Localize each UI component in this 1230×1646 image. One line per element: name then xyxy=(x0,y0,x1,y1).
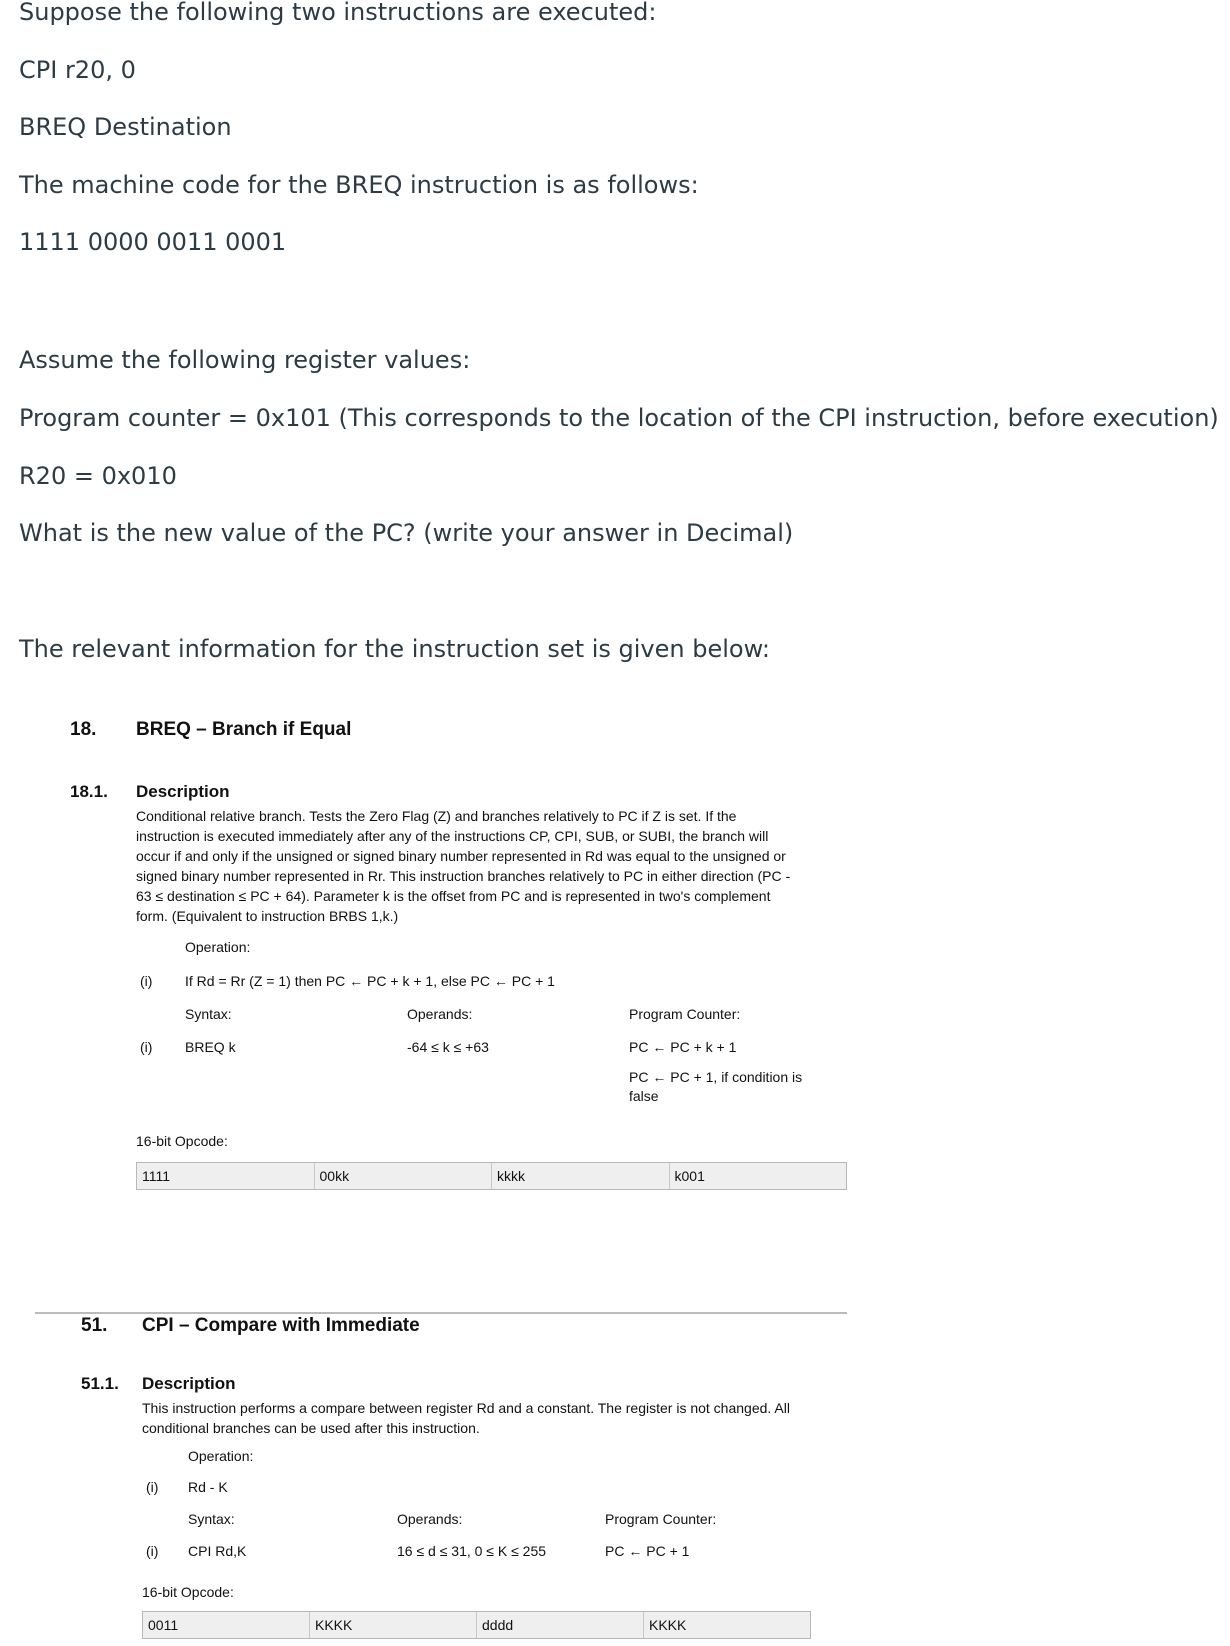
assume-text: Assume the following register values: xyxy=(19,346,471,374)
cpi-opcode-label: 16-bit Opcode: xyxy=(142,1584,234,1600)
cpi-desc-number: 51.1. xyxy=(81,1374,119,1393)
desc-line: form. (Equivalent to instruction BRBS 1,k.) xyxy=(136,908,399,924)
breq-op-index: (i) xyxy=(140,973,153,989)
breq-desc-number: 18.1. xyxy=(70,782,108,801)
breq-opcode-table xyxy=(136,1162,847,1190)
opcode-cell: kkkk xyxy=(492,1163,670,1189)
breq-operation: If Rd = Rr (Z = 1) then PC ← PC + k + 1, else PC ← PC + 1 xyxy=(185,973,555,989)
breq-title: BREQ – Branch if Equal xyxy=(136,719,352,740)
cpi-syn-index: (i) xyxy=(146,1543,159,1559)
breq-pc-not-taken: PC ← PC + 1, if condition is false xyxy=(629,1069,803,1104)
breq-operation-label: Operation: xyxy=(185,939,251,955)
opcode-cell: 00kk xyxy=(315,1163,493,1189)
cpi-section-number: 51. xyxy=(81,1315,108,1336)
cpi-title: CPI – Compare with Immediate xyxy=(142,1315,420,1336)
desc-line: 63 ≤ destination ≤ PC + 64). Parameter k is the offset from PC and is represented in two's complement xyxy=(136,888,771,904)
desc-line: occur if and only if the unsigned or signed binary number represented in Rd was equal to the unsigned or xyxy=(136,848,786,864)
breq-operands-label: Operands: xyxy=(407,1006,473,1022)
instruction-cpi: CPI r20, 0 xyxy=(19,56,136,84)
breq-pc-label: Program Counter: xyxy=(629,1006,741,1022)
cpi-syntax: CPI Rd,K xyxy=(188,1543,247,1559)
opcode-cell: dddd xyxy=(477,1612,644,1638)
breq-operands: -64 ≤ k ≤ +63 xyxy=(407,1039,489,1055)
section-divider xyxy=(35,1312,847,1314)
cpi-operands-label: Operands: xyxy=(397,1511,463,1527)
instruction-breq: BREQ Destination xyxy=(19,113,232,141)
breq-desc-title: Description xyxy=(136,782,230,801)
cpi-opcode-table xyxy=(142,1611,811,1639)
cpi-operation-label: Operation: xyxy=(188,1448,254,1464)
breq-section-number: 18. xyxy=(70,719,97,740)
program-counter-value: Program counter = 0x101 (This corresponds to the location of the CPI instruction, before execution) xyxy=(19,404,1219,432)
opcode-cell: 0011 xyxy=(143,1612,310,1638)
relevant-info-text: The relevant information for the instruction set is given below: xyxy=(19,635,770,663)
cpi-op-index: (i) xyxy=(146,1479,159,1495)
breq-syntax-label: Syntax: xyxy=(185,1006,232,1022)
cpi-operands: 16 ≤ d ≤ 31, 0 ≤ K ≤ 255 xyxy=(397,1543,547,1559)
desc-line: conditional branches can be used after this instruction. xyxy=(142,1420,480,1436)
opcode-cell: KKKK xyxy=(649,1617,687,1633)
breq-opcode-label: 16-bit Opcode: xyxy=(136,1133,228,1149)
question-intro: Suppose the following two instructions are executed: xyxy=(19,0,657,26)
desc-line: Conditional relative branch. Tests the Zero Flag (Z) and branches relatively to PC if Z is set. If the xyxy=(136,808,737,824)
breq-pc-taken: PC ← PC + k + 1 xyxy=(629,1039,737,1055)
opcode-cell: 1111 xyxy=(137,1163,315,1189)
cpi-desc-title: Description xyxy=(142,1374,236,1393)
cpi-pc-label: Program Counter: xyxy=(605,1511,717,1527)
r20-value: R20 = 0x010 xyxy=(19,462,177,490)
breq-description xyxy=(136,806,790,926)
question-prompt: What is the new value of the PC? (write your answer in Decimal) xyxy=(19,519,794,547)
opcode-cell: k001 xyxy=(674,1168,705,1184)
desc-line: This instruction performs a compare between register Rd and a constant. The register is not changed. All xyxy=(142,1400,790,1416)
cpi-syntax-label: Syntax: xyxy=(188,1511,235,1527)
opcode-cell: KKKK xyxy=(310,1612,477,1638)
breq-syn-index: (i) xyxy=(140,1039,153,1055)
cpi-description xyxy=(142,1398,790,1438)
machine-code-intro: The machine code for the BREQ instruction is as follows: xyxy=(19,171,699,199)
machine-code: 1111 0000 0011 0001 xyxy=(19,228,287,256)
desc-line: signed binary number represented in Rr. This instruction branches relatively to PC in either direction (PC - xyxy=(136,868,791,884)
breq-syntax: BREQ k xyxy=(185,1039,236,1055)
cpi-operation: Rd - K xyxy=(188,1479,228,1495)
desc-line: instruction is executed immediately after any of the instructions CP, CPI, SUB, or SUBI, the branch will xyxy=(136,828,769,844)
cpi-pc: PC ← PC + 1 xyxy=(605,1543,690,1559)
